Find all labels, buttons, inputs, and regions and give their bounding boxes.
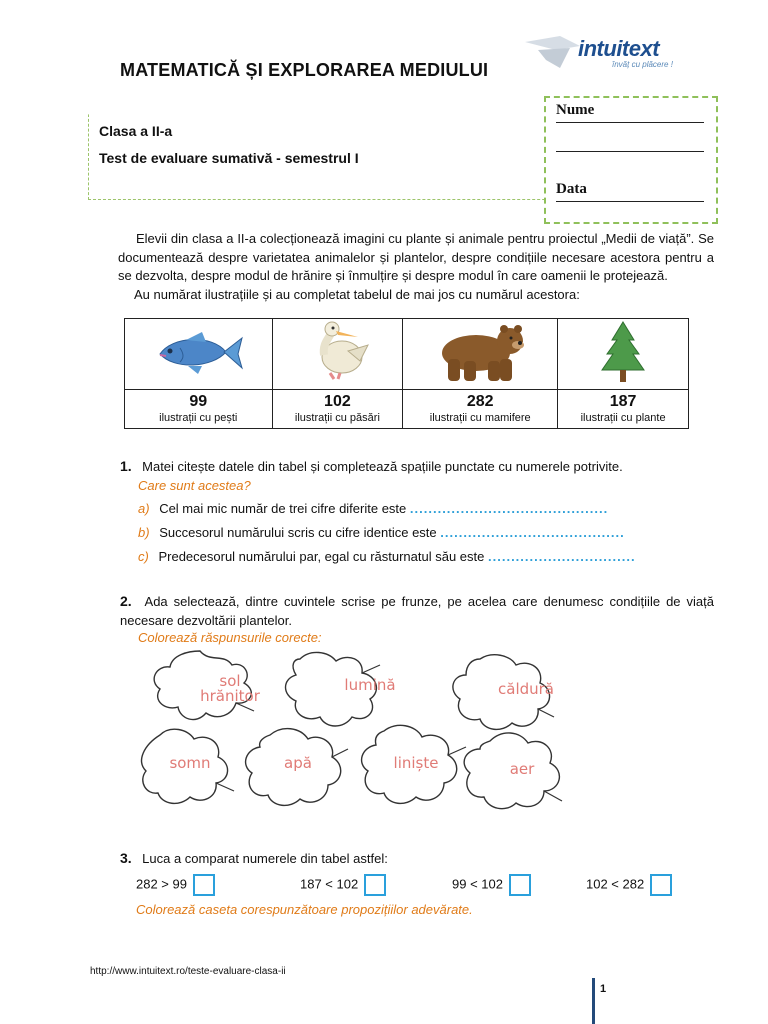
class-line: Clasa a II-a <box>99 123 173 139</box>
q1-item-a-letter: a) <box>138 501 150 516</box>
date-line[interactable] <box>556 201 704 202</box>
q1-item-c-letter: c) <box>138 549 149 564</box>
leaf-label-lumina: lumină <box>344 676 396 694</box>
illustrations-table <box>124 318 689 429</box>
q1-item-b <box>138 525 625 540</box>
bird-cell <box>272 319 403 390</box>
name-date-box <box>544 96 718 224</box>
q3-instruction: Colorează caseta corespunzătoare propozițiilor adevărate. <box>136 902 473 917</box>
comparison-4 <box>586 874 672 896</box>
tree-icon <box>598 320 648 384</box>
q1-item-c-text: Predecesorul numărului par, egal cu răsturnatul său este <box>158 549 485 564</box>
comparison-4-checkbox[interactable] <box>650 874 672 896</box>
comparison-2 <box>300 874 386 896</box>
fish-caption: ilustrații cu pești <box>159 412 238 424</box>
comparison-3 <box>452 874 531 896</box>
tree-cell <box>558 319 689 390</box>
plant-count: 187 <box>609 393 637 410</box>
fish-count: 99 <box>189 393 208 410</box>
intro-text <box>118 230 714 304</box>
question-2 <box>120 592 714 630</box>
leaf-label-liniste: liniște <box>393 754 439 772</box>
q1-number: 1. <box>120 458 132 474</box>
name-line-1[interactable] <box>556 122 704 123</box>
q1-item-a <box>138 501 608 516</box>
name-label: Nume <box>556 102 595 118</box>
q1-item-b-text: Succesorul numărului scris cu cifre identice este <box>159 525 437 540</box>
bear-icon <box>432 321 528 383</box>
bird-count: 102 <box>324 393 351 410</box>
intro-paragraph: Elevii din clasa a II-a colecționează imagini cu plante și animale pentru proiectul „Medii de viață”. Se documentează despre varietatea animalelor și plantelor, despre condițiile necesare acestora pentru a se dezvolta, despre modul de hrănire și înmulțire și despre modul în care oamenii le protejează. <box>118 231 714 283</box>
footer-url[interactable]: http://www.intuitext.ro/teste-evaluare-clasa-ii <box>90 966 286 977</box>
logo-tagline: învăț cu plăcere ! <box>612 60 673 69</box>
q1-item-b-letter: b) <box>138 525 150 540</box>
comparison-3-text: 99 < 102 <box>452 876 503 892</box>
bird-count-cell <box>272 390 403 429</box>
page-title: MATEMATICĂ ȘI EXPLORAREA MEDIULUI <box>120 60 489 80</box>
mammal-caption: ilustrații cu mamifere <box>429 412 531 424</box>
q2-text: Ada selectează, dintre cuvintele scrise pe frunze, pe acelea care denumesc condițiile de viață necesare dezvoltării plantelor. <box>120 594 714 628</box>
q1-item-c-answer[interactable]: ................................ <box>488 549 636 564</box>
fish-count-cell <box>125 390 273 429</box>
q1-item-b-answer[interactable]: ........................................ <box>440 525 625 540</box>
comparison-1 <box>136 874 215 896</box>
q2-instruction: Colorează răspunsurile corecte: <box>138 630 322 645</box>
leaves-illustration <box>140 645 590 815</box>
bird-icon <box>302 321 372 383</box>
name-line-2[interactable] <box>556 151 704 152</box>
date-label: Data <box>556 181 587 197</box>
q3-text: Luca a comparat numerele din tabel astfel: <box>142 851 388 866</box>
intuitext-logo <box>520 28 690 76</box>
fish-cell <box>125 319 273 390</box>
page-number: 1 <box>600 983 607 995</box>
q1-text: Matei citește datele din tabel și completează spațiile punctate cu numerele potrivite. <box>142 459 623 474</box>
q1-instruction: Care sunt acestea? <box>138 478 251 493</box>
q3-number: 3. <box>120 850 132 866</box>
q1-item-a-text: Cel mai mic număr de trei cifre diferite este <box>159 501 407 516</box>
bear-cell <box>403 319 558 390</box>
q1-item-c <box>138 549 636 564</box>
comparison-1-text: 282 > 99 <box>136 876 187 892</box>
fish-icon <box>150 326 246 378</box>
bird-caption: ilustrații cu păsări <box>294 412 380 424</box>
comparison-4-text: 102 < 282 <box>586 876 645 892</box>
comparison-1-checkbox[interactable] <box>193 874 215 896</box>
test-line: Test de evaluare sumativă - semestrul I <box>99 150 359 166</box>
leaf-label-sol-hranitor: sol hrănitor <box>200 672 260 705</box>
comparison-2-checkbox[interactable] <box>364 874 386 896</box>
question-3 <box>120 850 388 868</box>
logo-text: intuitext <box>578 36 660 61</box>
leaf-label-aer: aer <box>509 760 535 778</box>
comparison-2-text: 187 < 102 <box>300 876 359 892</box>
question-1 <box>120 458 623 476</box>
q2-number: 2. <box>120 593 132 609</box>
comparison-3-checkbox[interactable] <box>509 874 531 896</box>
intro-sentence: Au numărat ilustrațiile și au completat tabelul de mai jos cu numărul acestora: <box>134 286 580 302</box>
leaf-label-apa: apă <box>284 754 312 772</box>
plant-count-cell <box>558 390 689 429</box>
mammal-count-cell <box>403 390 558 429</box>
page-divider <box>592 978 595 1024</box>
mammal-count: 282 <box>466 393 494 410</box>
q1-item-a-answer[interactable]: ........................................... <box>409 501 609 516</box>
leaf-label-caldura: căldură <box>498 680 554 698</box>
leaf-label-somn: somn <box>169 754 211 772</box>
plant-caption: ilustrații cu plante <box>580 412 666 424</box>
